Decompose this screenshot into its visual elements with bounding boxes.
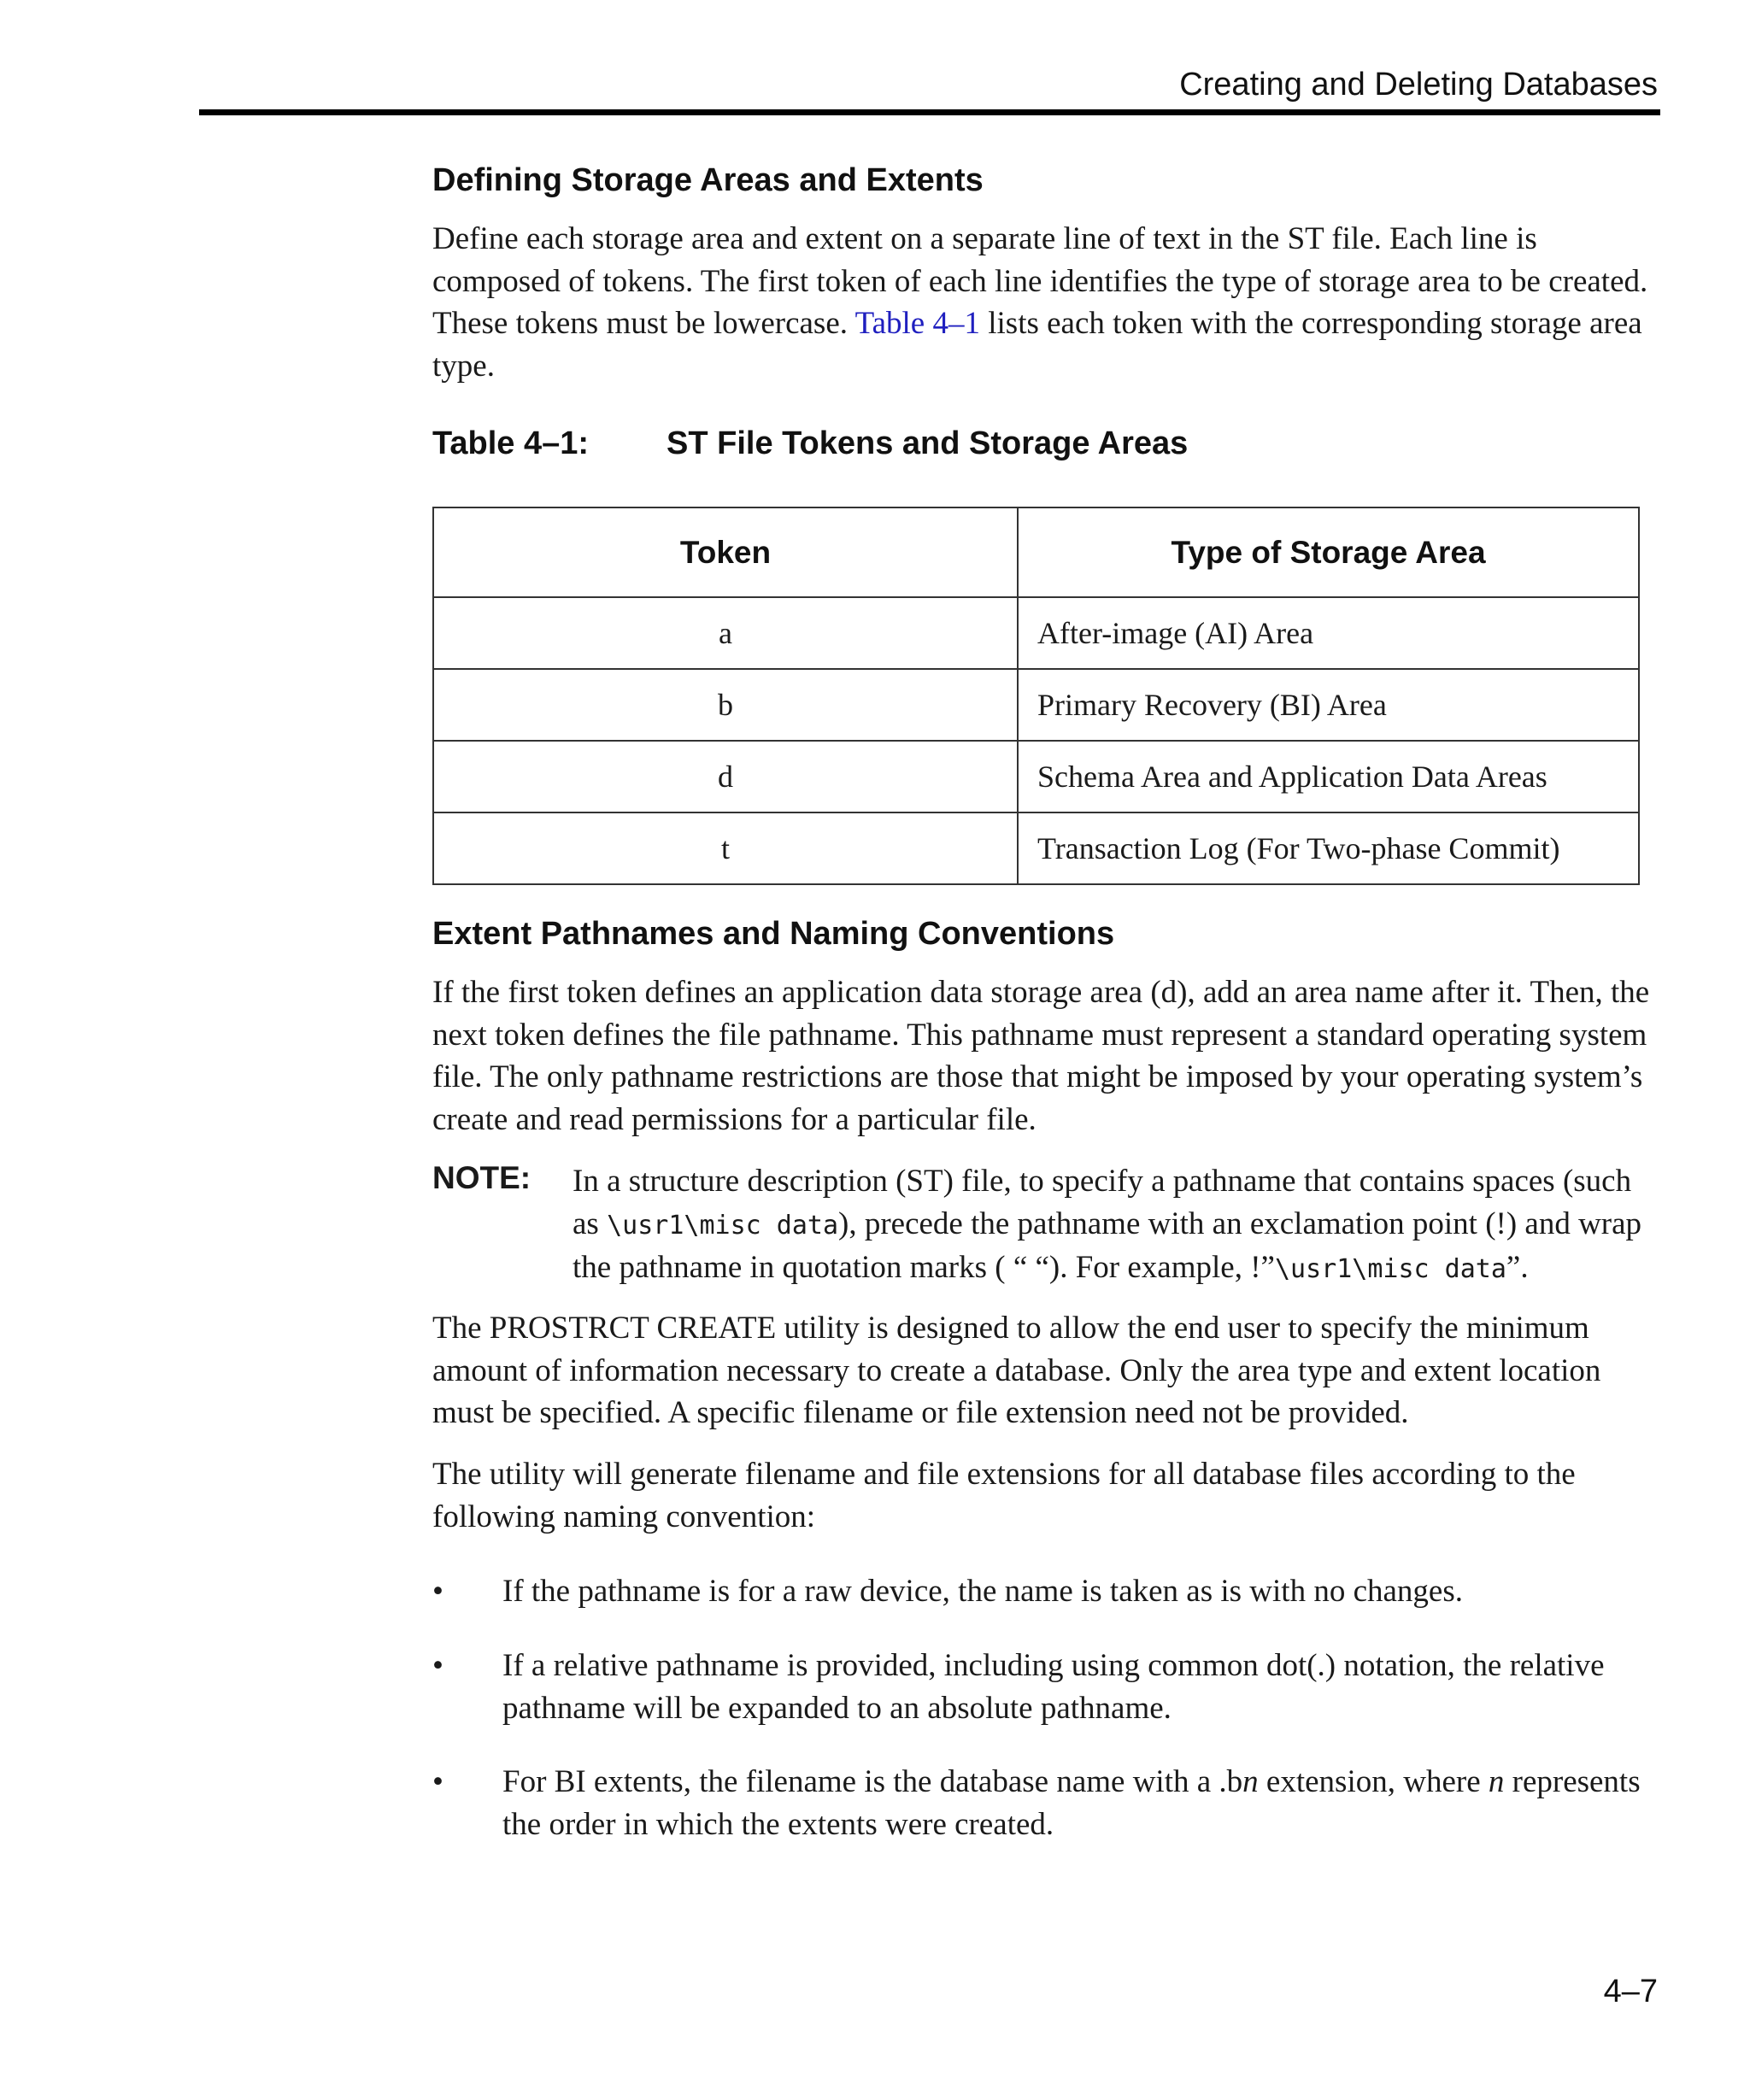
note-text-part: In a structure description (ST) file, to specify a pathname that contains spaces (such as [573,1164,1632,1241]
header-rule [199,109,1660,115]
tokens-table [432,507,1640,885]
token-cell: b [433,669,1018,741]
table-row [433,741,1639,812]
note-text-part: ), precede the pathname with an exclamation point (!) and wrap the pathname in quotation marks ( “ “). For example, !” [573,1205,1642,1285]
note-text [573,1160,1656,1291]
token-cell: t [433,812,1018,884]
list-item-text: If the pathname is for a raw device, the name is taken as is with no changes. [502,1574,1464,1609]
list-item-text [502,1761,1656,1845]
table-row [433,669,1639,741]
token-cell: d [433,741,1018,812]
table-caption-title: ST File Tokens and Storage Areas [667,425,1189,461]
section1-text-before-link: Define each storage area and extent on a separate line of text in the ST file. Each line is composed of tokens. The first token of each line identifies the type of storage area to be created. These tokens must be lowercase. [432,221,1648,341]
column-header-type: Type of Storage Area [1018,507,1639,597]
italic-n: n [1242,1764,1259,1799]
note-label: NOTE: [432,1160,531,1195]
utility-paragraph: The utility will generate filename and file extensions for all database files according to the following naming convention: [432,1457,1576,1534]
storage-type-cell: After-image (AI) Area [1018,597,1639,669]
storage-type-cell: Primary Recovery (BI) Area [1018,669,1639,741]
table-row [433,812,1639,884]
column-header-token: Token [433,507,1018,597]
note-code-path: \usr1\misc data [607,1210,839,1241]
bullet-dot: • [432,1574,443,1609]
table-row [433,597,1639,669]
section-heading-extent-pathnames: Extent Pathnames and Naming Conventions [432,916,1115,952]
italic-n: n [1488,1764,1505,1799]
prostrct-paragraph: The PROSTRCT CREATE utility is designed to allow the end user to specify the minimum amount of information necessary to create a database. Only the area type and extent location must be specified. A specific filename or file extension need not be provided. [432,1311,1601,1430]
storage-type-cell: Schema Area and Application Data Areas [1018,741,1639,812]
section1-paragraph [432,218,1656,387]
table-header-row [433,507,1639,597]
note-text-part: ”. [1506,1250,1529,1285]
running-header-title: Creating and Deleting Databases [1179,67,1658,103]
token-cell: a [433,597,1018,669]
list-item-text-part: represents the order in which the extents were created. [502,1764,1641,1842]
section-heading-defining-storage: Defining Storage Areas and Extents [432,162,984,198]
list-item-text-part: extension, where [1258,1764,1489,1799]
list-item-text-part: For BI extents, the filename is the database name with a .b [502,1764,1243,1799]
list-item-text: If a relative pathname is provided, including using common dot(.) notation, the relative pathname will be expanded to an absolute pathname. [502,1648,1605,1726]
note-code-path-example: \usr1\misc data [1274,1254,1506,1284]
section2-paragraph: If the first token defines an application data storage area (d), add an area name after it. Then, the next token defines the file pathname. This pathname must represent a standard operating system file. The only pathname restrictions are those that might be imposed by your operating system’s create and read permissions for a particular file. [432,975,1650,1137]
page-number: 4–7 [1603,1974,1658,2009]
table-caption [432,425,1656,462]
bullet-dot: • [432,1764,443,1799]
storage-type-cell: Transaction Log (For Two-phase Commit) [1018,812,1639,884]
table-caption-number: Table 4–1: [432,425,590,461]
bullet-dot: • [432,1648,443,1683]
table-4-1-link[interactable]: Table 4–1 [854,306,980,341]
section1-text-after-link: lists each token with the corresponding storage area type. [432,306,1642,384]
